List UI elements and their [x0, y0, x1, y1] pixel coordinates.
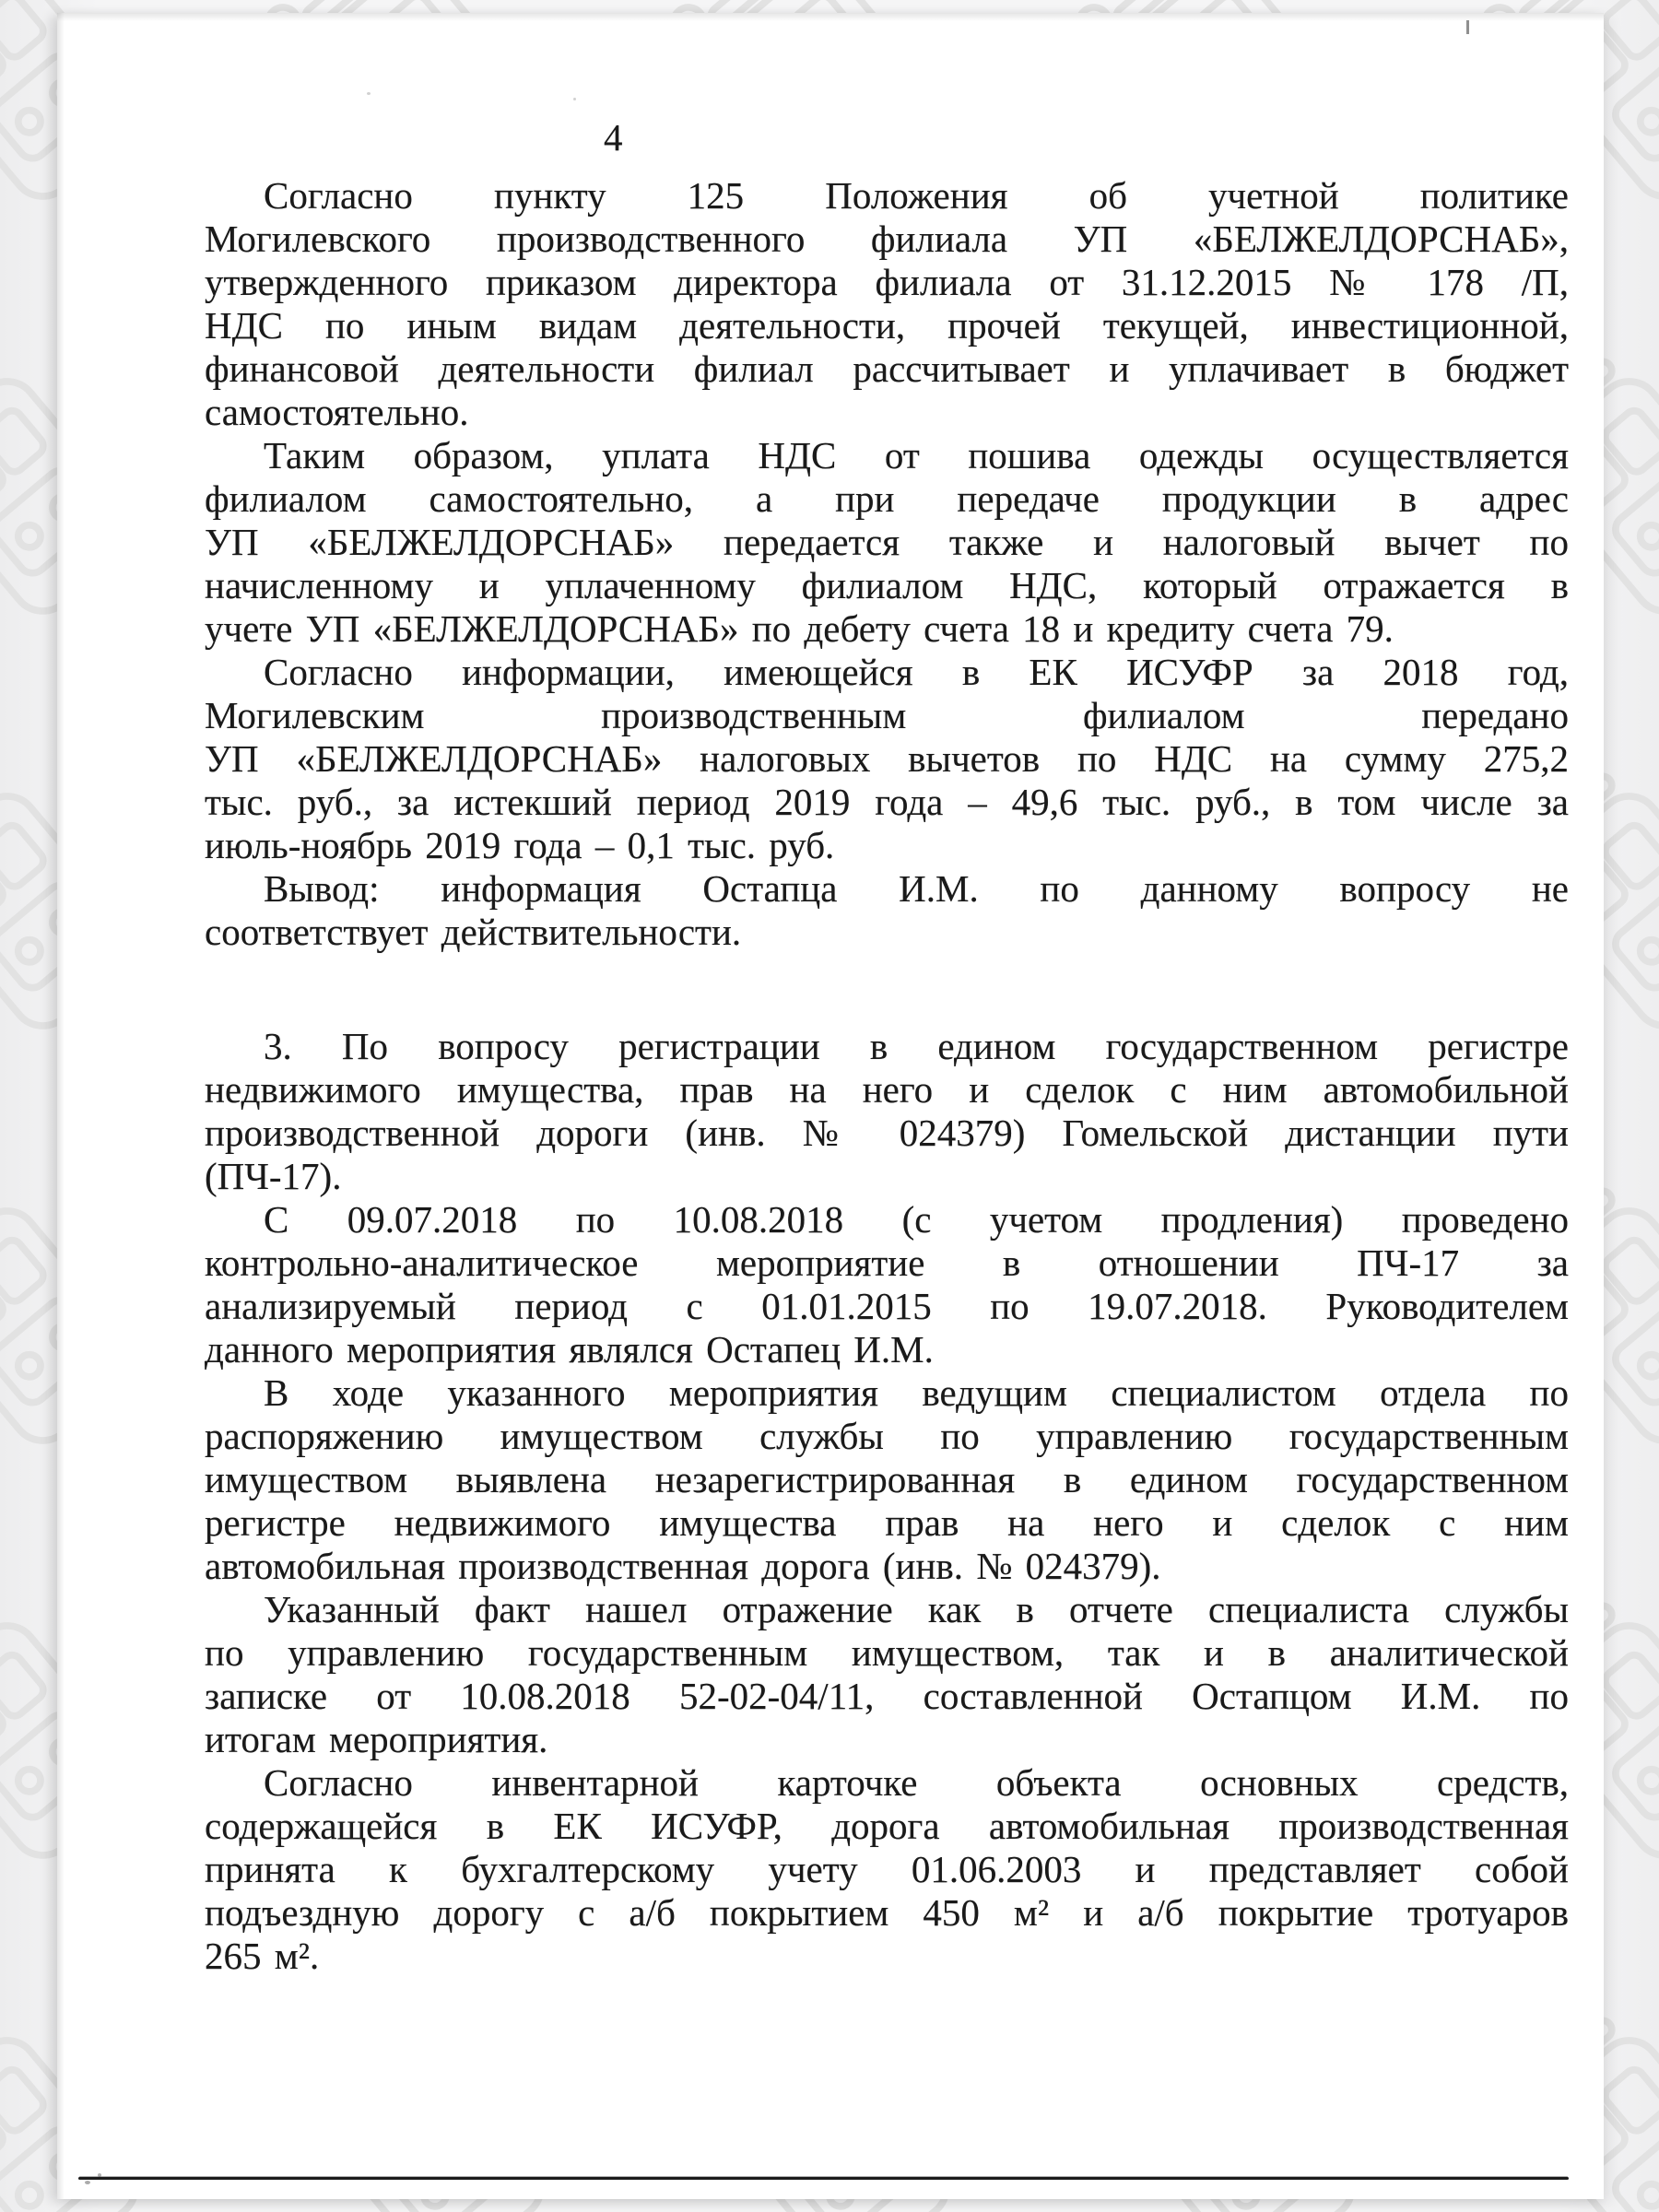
text-line: УП «БЕЛЖЕЛДОРСНАБ» передается также и налоговый вычет по [205, 521, 1569, 563]
text-line: содержащейся в ЕК ИСУФР, дорога автомобильная производственная [205, 1805, 1569, 1847]
paragraph [205, 434, 1569, 651]
text-line: начисленному и уплаченному филиалом НДС, который отражается в [205, 564, 1569, 606]
text-line: контрольно-аналитическое мероприятие в отношении ПЧ-17 за [205, 1241, 1569, 1284]
scan-speck [85, 2181, 90, 2184]
paragraph [205, 174, 1569, 434]
text-line: итогам мероприятия. [205, 1718, 548, 1760]
text-line: НДС по иным видам деятельности, прочей текущей, инвестиционной, [205, 304, 1569, 347]
scan-artifact-line [78, 2177, 1569, 2180]
text-line: Вывод: информация Остапца И.М. по данному вопросу не [264, 867, 1569, 910]
text-line: 265 м². [205, 1935, 320, 1977]
text-line: 3. По вопросу регистрации в едином государственном регистре [264, 1025, 1569, 1067]
text-line: подъездную дорогу с а/б покрытием 450 м² и а/б покрытие тротуаров [205, 1891, 1569, 1934]
text-line: записке от 10.08.2018 52-02-04/11, составленной Остапцом И.М. по [205, 1675, 1569, 1717]
paragraph [205, 1588, 1569, 1761]
text-line: финансовой деятельности филиал рассчитывает и уплачивает в бюджет [205, 347, 1569, 390]
page-number: 4 [604, 116, 623, 159]
text-line: Указанный факт нашел отражение как в отчете специалиста службы [264, 1588, 1569, 1630]
text-line: утвержденного приказом директора филиала от 31.12.2015 № 178 /П, [205, 261, 1569, 303]
text-line: принята к бухгалтерскому учету 01.06.2003 и представляет собой [205, 1848, 1569, 1890]
text-line: филиалом самостоятельно, а при передаче продукции в адрес [205, 477, 1569, 520]
text-line: В ходе указанного мероприятия ведущим специалистом отдела по [264, 1371, 1569, 1414]
paragraph [205, 1371, 1569, 1588]
document-paragraphs [205, 174, 1569, 1978]
text-line: Могилевским производственным филиалом передано [205, 694, 1569, 736]
paragraph [205, 1198, 1569, 1371]
text-line: Согласно инвентарной карточке объекта основных средств, [264, 1761, 1569, 1804]
text-line: учете УП «БЕЛЖЕЛДОРСНАБ» по дебету счета 18 и кредиту счета 79. [205, 607, 1394, 650]
text-line: Согласно пункту 125 Положения об учетной политике [264, 174, 1569, 217]
text-line: автомобильная производственная дорога (инв. № 024379). [205, 1545, 1161, 1587]
scan-mark-top-right [1466, 20, 1469, 34]
text-line: анализируемый период с 01.01.2015 по 19.07.2018. Руководителем [205, 1285, 1569, 1327]
scan-speck [367, 92, 371, 95]
document-page [57, 13, 1604, 2199]
text-line: производственной дороги (инв. № 024379) Гомельской дистанции пути [205, 1112, 1569, 1154]
paragraph [205, 1761, 1569, 1978]
page-edge-shadow-left [57, 13, 65, 2199]
text-line: имуществом выявлена незарегистрированная в едином государственном [205, 1458, 1569, 1500]
scan-speck [98, 2173, 101, 2177]
text-line: распоряжению имуществом службы по управлению государственным [205, 1415, 1569, 1457]
text-line: УП «БЕЛЖЕЛДОРСНАБ» налоговых вычетов по НДС на сумму 275,2 [205, 737, 1569, 780]
text-line: соответствует действительности. [205, 911, 742, 953]
text-line: недвижимого имущества, прав на него и сделок с ним автомобильной [205, 1068, 1569, 1111]
paragraph [205, 867, 1569, 954]
text-line: по управлению государственным имуществом, так и в аналитической [205, 1631, 1569, 1674]
text-line: регистре недвижимого имущества прав на него и сделок с ним [205, 1501, 1569, 1544]
text-line: тыс. руб., за истекший период 2019 года – 49,6 тыс. руб., в том числе за [205, 781, 1569, 823]
text-line: Таким образом, уплата НДС от пошива одежды осуществляется [264, 434, 1569, 477]
text-line: июль-ноябрь 2019 года – 0,1 тыс. руб. [205, 824, 835, 866]
paragraph [205, 1025, 1569, 1198]
text-line: С 09.07.2018 по 10.08.2018 (с учетом продления) проведено [264, 1198, 1569, 1241]
scan-speck [573, 98, 576, 100]
paragraph [205, 651, 1569, 867]
text-line: самостоятельно. [205, 391, 469, 433]
page-content [205, 13, 1569, 1978]
text-line: Согласно информации, имеющейся в ЕК ИСУФР за 2018 год, [264, 651, 1569, 693]
text-line: Могилевского производственного филиала УП «БЕЛЖЕЛДОРСНАБ», [205, 218, 1569, 260]
text-line: (ПЧ-17). [205, 1155, 342, 1197]
text-line: данного мероприятия являлся Остапец И.М. [205, 1328, 934, 1371]
